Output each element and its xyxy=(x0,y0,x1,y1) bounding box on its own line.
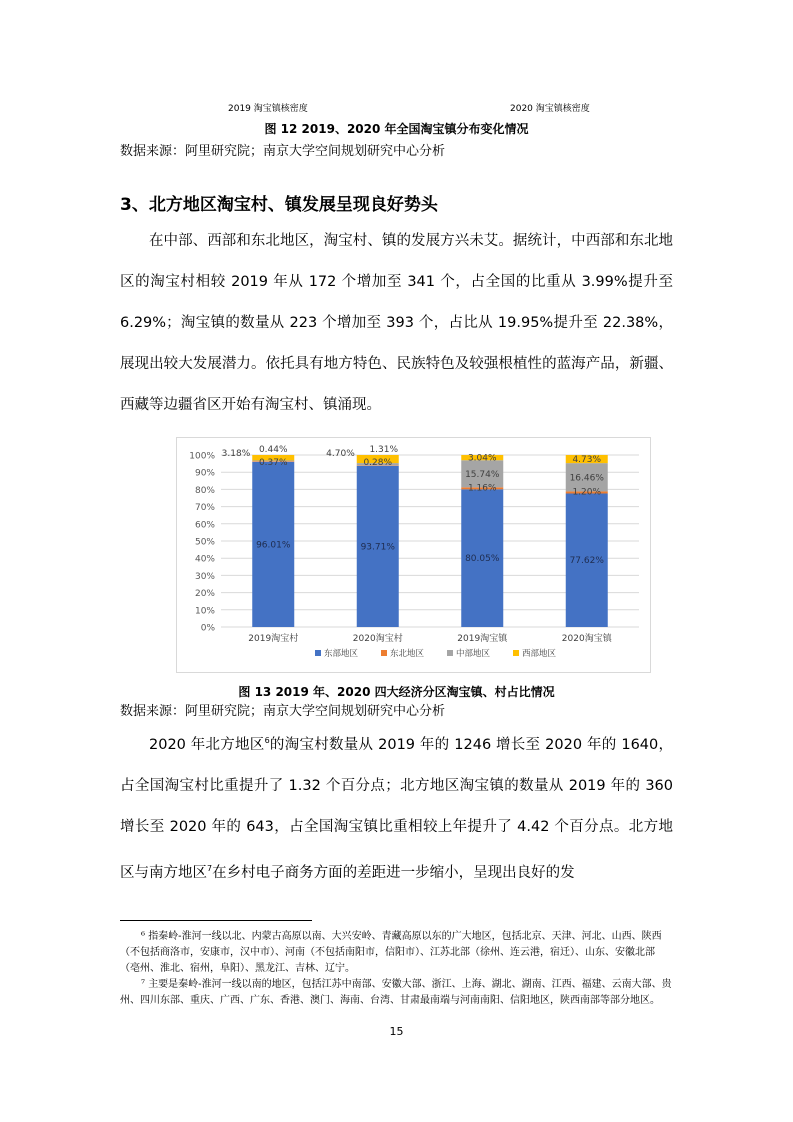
data-label-northeast: 0.37% xyxy=(258,458,288,468)
paragraph-2-text-c: 在乡村电子商务方面的差距进一步缩小，呈现出良好的发 xyxy=(212,864,575,881)
footnotes xyxy=(120,929,673,1009)
footnote-7-marker[interactable]: 7 xyxy=(207,863,213,873)
figure-12-source: 数据来源：阿里研究院；南京大学空间规划研究中心分析 xyxy=(120,144,446,159)
legend-label-4: 西部地区 xyxy=(522,649,557,659)
y-tick-label: 10% xyxy=(194,606,215,617)
y-tick-label: 90% xyxy=(194,468,215,479)
data-label-northeast: 1.20% xyxy=(572,487,602,498)
data-label-east: 93.71% xyxy=(360,542,395,553)
data-label-central: 0.44% xyxy=(258,445,288,455)
data-label-east: 80.05% xyxy=(465,554,500,565)
data-label-east: 96.01% xyxy=(256,540,291,551)
legend-label-1: 东部地区 xyxy=(324,649,359,659)
stacked-bar-chart xyxy=(176,437,651,673)
data-label-west: 4.70% xyxy=(326,449,355,459)
footnote-6-marker[interactable]: 6 xyxy=(264,736,270,745)
legend-swatch-4 xyxy=(513,650,519,656)
footnote-divider xyxy=(120,920,312,921)
paragraph-1-text: 在中部、西部和东北地区，淘宝村、镇的发展方兴未艾。据统计，中西部和东北地区的淘宝村相较 2019 年从 172 个增加至 341 个，占全国的比重从 3.99%提升至 6.29%；淘宝镇的数量从 223 个增加至 393 个，占比从 19.95%提升至 22.38%，展现出较大发展潜力。依托具有地方特色、民族特色及较强根植性的蓝海产品，新疆、西藏等边疆省区开始有淘宝村、镇涌现。 xyxy=(120,233,673,413)
y-tick-label: 0% xyxy=(200,623,215,634)
x-category-label: 2020淘宝村 xyxy=(352,634,403,644)
paragraph-2 xyxy=(120,720,673,894)
data-label-central: 15.74% xyxy=(465,469,500,480)
y-tick-label: 100% xyxy=(189,451,215,462)
legend-swatch-2 xyxy=(381,650,387,656)
figure-13-source: 数据来源：阿里研究院；南京大学空间规划研究中心分析 xyxy=(120,704,446,719)
legend-label-2: 东北地区 xyxy=(390,649,425,659)
x-category-label: 2019淘宝镇 xyxy=(457,634,508,644)
paragraph-2-text-b: 的淘宝村数量从 2019 年的 1246 增长至 2020 年的 1640，占全国淘宝村比重提升了 1.32 个百分点；北方地区淘宝镇的数量从 2019 年的 360 增长至 2020 年的 643，占全国淘宝镇比重相较上年提升了 4.42 个百分点。北方地区与南方地区 xyxy=(120,736,674,881)
x-category-label: 2020淘宝镇 xyxy=(561,634,612,644)
y-tick-label: 60% xyxy=(194,520,215,531)
y-tick-label: 70% xyxy=(194,503,215,514)
y-tick-label: 20% xyxy=(194,589,215,600)
data-label-central: 1.31% xyxy=(369,445,399,455)
y-tick-label: 80% xyxy=(194,485,215,496)
legend-swatch-3 xyxy=(447,650,453,656)
data-label-central: 16.46% xyxy=(569,473,604,484)
data-label-northeast: 1.16% xyxy=(467,483,497,494)
data-label-west: 3.18% xyxy=(221,449,251,459)
data-label-west: 3.04% xyxy=(467,453,497,464)
section-heading: 3、北方地区淘宝村、镇发展呈现良好势头 xyxy=(120,195,438,215)
paragraph-2-text-a: 2020 年北方地区 xyxy=(149,736,265,753)
map-label-2020: 2020 淘宝镇核密度 xyxy=(510,104,590,114)
data-label-west: 4.73% xyxy=(572,455,602,466)
legend-swatch-1 xyxy=(315,650,321,656)
y-tick-label: 50% xyxy=(194,537,215,548)
y-tick-label: 40% xyxy=(194,554,215,565)
footnote-7: ⁷ 主要是秦岭-淮河一线以南的地区，包括江苏中南部、安徽大部、浙江、上海、湖北、湖南、江西、福建、云南大部、贵州、四川东部、重庆、广西、广东、香港、澳门、海南、台湾、甘肃最南端与河南南阳、信阳地区，陕西南部等部分地区。 xyxy=(120,979,672,1006)
y-tick-label: 30% xyxy=(194,571,215,582)
legend-label-3: 中部地区 xyxy=(456,649,491,659)
x-category-label: 2019淘宝村 xyxy=(248,634,299,644)
map-label-2019: 2019 淘宝镇核密度 xyxy=(228,104,308,114)
data-label-east: 77.62% xyxy=(569,556,604,567)
paragraph-1 xyxy=(120,221,673,426)
figure-12-title: 图 12 2019、2020 年全国淘宝镇分布变化情况 xyxy=(264,122,529,136)
data-label-northeast: 0.28% xyxy=(363,458,393,468)
page-number: 15 xyxy=(389,1025,404,1038)
footnote-6: ⁶ 指秦岭-淮河一线以北、内蒙古高原以南、大兴安岭、青藏高原以东的广大地区，包括北京、天津、河北、山西、陕西（不包括商洛市，安康市，汉中市）、河南（不包括南阳市，信阳市）、江苏北部（徐州、连云港，宿迁）、山东、安徽北部（亳州、淮北、宿州，阜阳）、黑龙江、吉林、辽宁。 xyxy=(120,931,662,974)
figure-13-title: 图 13 2019 年、2020 四大经济分区淘宝镇、村占比情况 xyxy=(238,685,555,699)
chart-canvas xyxy=(177,438,650,672)
